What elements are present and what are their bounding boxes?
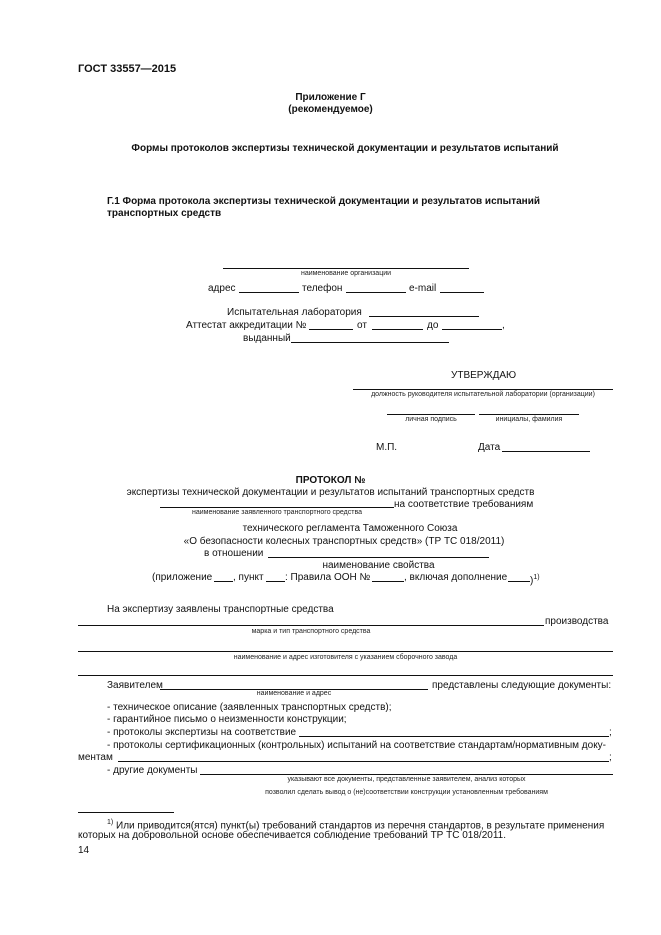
clause-line [266, 581, 285, 582]
footnote-mark: 1) [107, 819, 114, 826]
from-label: от [357, 320, 367, 331]
production-text: производства [545, 616, 609, 627]
un-rule-line [372, 581, 404, 582]
footnote-divider [78, 812, 174, 813]
property-line [268, 557, 489, 558]
brand-caption: марка и тип транспортного средства [251, 628, 371, 635]
other-docs-line [200, 774, 613, 775]
supplement-line [508, 581, 530, 582]
footnote-reference: 1) [533, 574, 540, 581]
subsection-title-line1: Г.1 Форма протокола экспертизы технической документации и результатов испытаний [107, 196, 540, 207]
vehicle-caption: наименование заявленного транспортного средства [191, 509, 362, 516]
compliance-text: на соответствие требованиям [394, 499, 534, 510]
lab-line [369, 316, 479, 317]
docs-caption-1: указывают все документы, представленные заявителем, анализ которых [287, 776, 526, 783]
subsection-title-line2: транспортных средств [107, 208, 222, 219]
docs-presented-text: представлены следующие документы: [432, 680, 612, 691]
org-name-line [223, 268, 469, 269]
annex-text-c: : Правила ООН № [285, 572, 371, 583]
address-label: адрес [208, 283, 236, 294]
annex-line [214, 581, 233, 582]
list-item: - протоколы экспертизы на соответствие [107, 727, 297, 738]
org-name-caption: наименование организации [300, 270, 392, 277]
name-caption: инициалы, фамилия [495, 416, 563, 423]
applicant-caption: наименование и адрес [256, 690, 332, 697]
property-caption: наименование свойства [322, 560, 435, 571]
to-label: до [427, 320, 439, 331]
date-line [502, 451, 590, 452]
list-item-continuation: ментам [78, 752, 113, 763]
issued-line [291, 342, 449, 343]
signature-line [387, 414, 475, 415]
annex-text-a: (приложение [152, 572, 213, 583]
approve-title: УТВЕРЖДАЮ [451, 370, 517, 381]
regulation-line2: «О безопасности колесных транспортных средств» (ТР ТС 018/2011) [183, 536, 505, 547]
brand-line [78, 625, 544, 626]
certification-line [118, 761, 609, 762]
regarding-label: в отношении [204, 548, 264, 559]
declared-text: На экспертизу заявлены транспортные средства [107, 604, 334, 615]
lab-label: Испытательная лаборатория [227, 307, 362, 318]
list-item: - другие документы [107, 765, 198, 776]
footnote-line1: $^{1)}$ Или приводится(ятся) пункт(ы) требований стандартов из перечня стандартов, в результате применения [107, 819, 605, 832]
vehicle-name-line [160, 507, 394, 508]
list-item: - протоколы сертификационных (контрольных) испытаний на соответствие стандартам/нормативным доку- [107, 740, 607, 751]
protocol-subtitle: экспертизы технической документации и результатов испытаний транспортных средств [126, 487, 535, 498]
position-line [353, 389, 613, 390]
to-date-line [442, 329, 502, 330]
footnote-line2: которых на добровольной основе обеспечивается соблюдение требований ТР ТС 018/2011. [78, 830, 506, 841]
accreditation-label: Аттестат аккредитации № [186, 320, 307, 331]
appendix-title: Приложение Г [295, 92, 366, 103]
stamp-label: М.П. [376, 442, 398, 453]
issued-label: выданный [243, 333, 291, 344]
email-label: e-mail [409, 283, 437, 294]
phone-line [346, 292, 406, 293]
from-date-line [372, 329, 423, 330]
list-item: - гарантийное письмо о неизменности конструкции; [107, 714, 347, 725]
regulation-line1: технического регламента Таможенного Союза [242, 523, 458, 534]
list-item: - техническое описание (заявленных транспортных средств); [107, 702, 392, 713]
docs-caption-2: позволил сделать вывод о (не)соответствии конструкции установленным требованиям [265, 789, 548, 796]
annex-text-b: , пункт [233, 572, 264, 583]
maker-caption: наименование и адрес изготовителя с указанием сборочного завода [233, 654, 458, 661]
address-line [239, 292, 299, 293]
annex-text-d: , включая дополнение [404, 572, 508, 583]
page-number: 14 [78, 845, 90, 856]
appendix-status: (рекомендуемое) [288, 104, 373, 115]
email-line [440, 292, 484, 293]
annex-text-e: )$^{1)}$ [530, 574, 540, 587]
expertise-line [299, 736, 609, 737]
date-label: Дата [478, 442, 501, 453]
position-caption: должность руководителя испытательной лаборатории (организации) [371, 391, 595, 398]
blank-line [78, 675, 613, 676]
section-title: Формы протоколов экспертизы технической документации и результатов испытаний [131, 143, 559, 154]
name-line [479, 414, 579, 415]
accreditation-number-line [309, 329, 353, 330]
standard-number: ГОСТ 33557—2015 [78, 63, 177, 75]
phone-label: телефон [302, 283, 343, 294]
signature-caption: личная подпись [405, 416, 457, 423]
applicant-label: Заявителем [107, 680, 163, 691]
protocol-title: ПРОТОКОЛ № [295, 475, 366, 486]
maker-line [78, 651, 613, 652]
